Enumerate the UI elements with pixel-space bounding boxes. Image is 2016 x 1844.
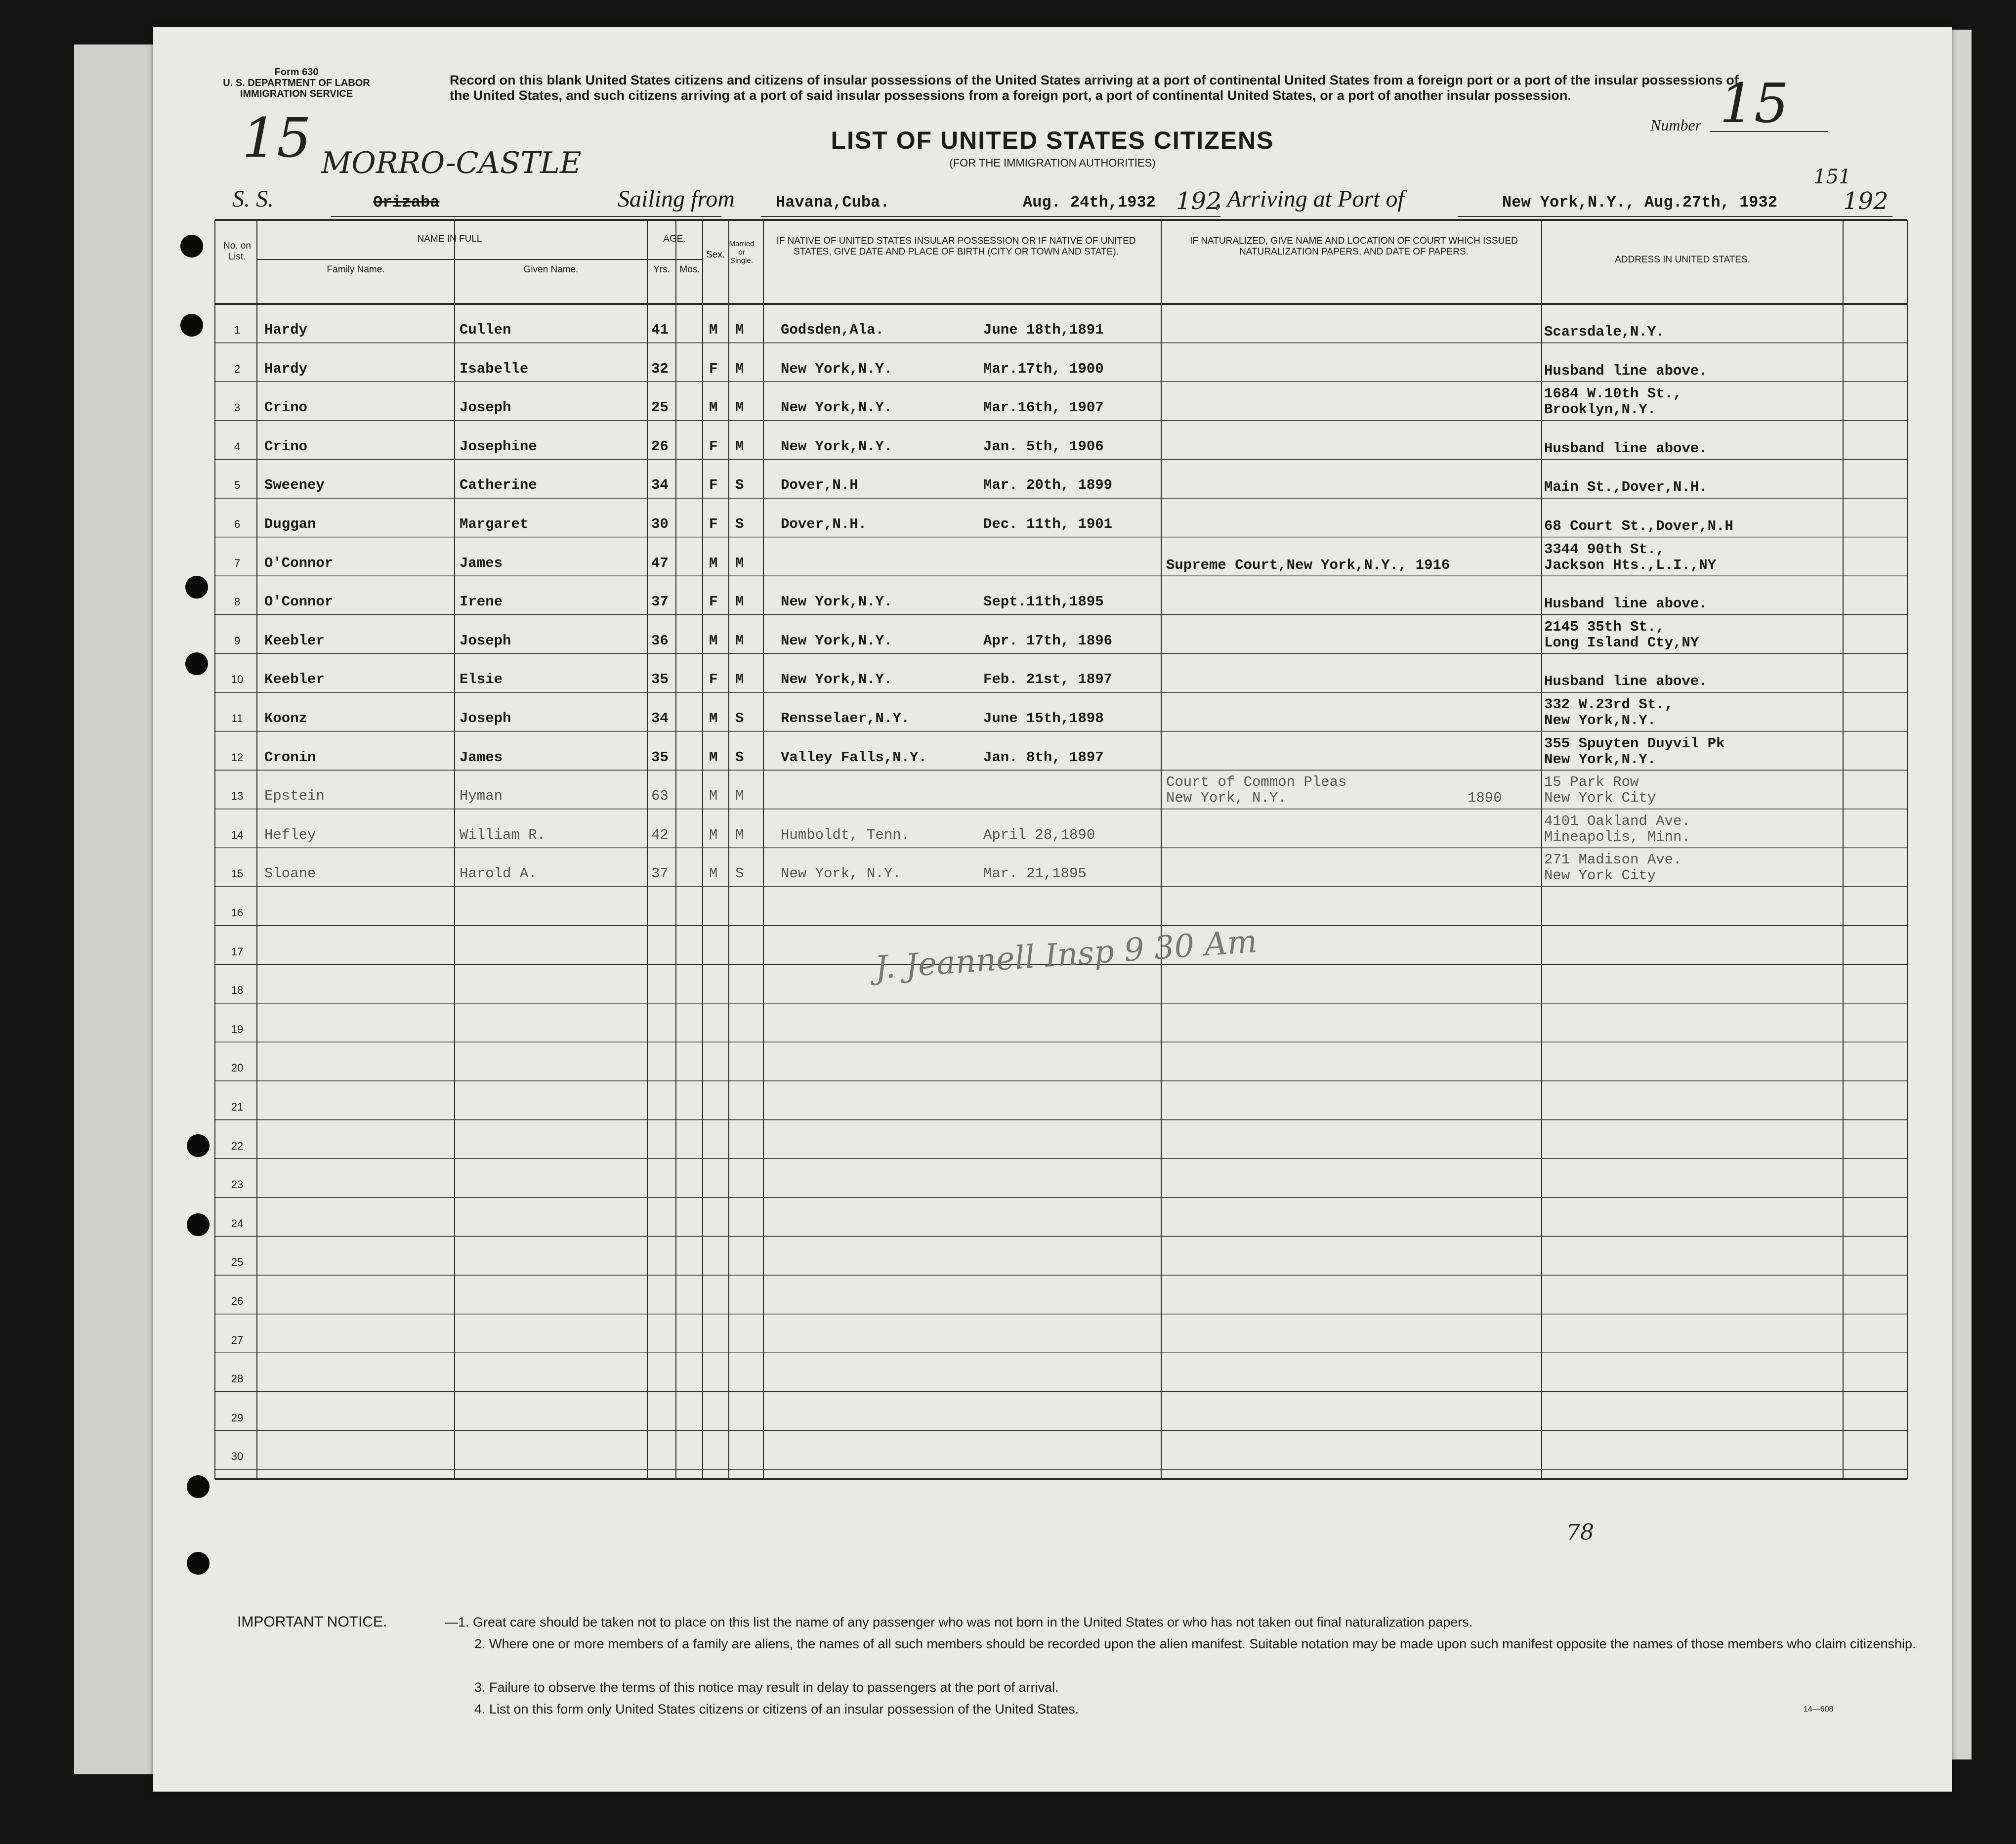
birth-date: June 18th,1891 <box>983 322 1104 338</box>
court: Court of Common Pleas <box>1166 774 1347 791</box>
birth-place: New York,N.Y. <box>781 671 893 688</box>
sex: M <box>709 710 718 727</box>
birth-date: Mar. 20th, 1899 <box>983 477 1113 494</box>
sex: F <box>709 594 718 610</box>
row-number: 25 <box>231 1256 244 1269</box>
year-suffix-2: 192 <box>1843 187 1889 215</box>
sex: F <box>709 438 718 455</box>
address-line-2: New York City <box>1544 867 1656 884</box>
birth-place: Dover,N.H. <box>781 516 867 532</box>
page-subtitle: (FOR THE IMMIGRATION AUTHORITIES) <box>949 157 1156 169</box>
family-name: Keebler <box>264 632 325 649</box>
sex: F <box>709 671 718 688</box>
row-number: 10 <box>231 673 244 686</box>
form-number: Form 630 <box>274 67 319 78</box>
given-name: William R. <box>460 826 546 843</box>
sailing-date: Aug. 24th,1932 <box>1023 193 1156 212</box>
address-line-1: 1684 W.10th St., <box>1544 386 1682 402</box>
row-number: 14 <box>231 828 244 841</box>
age-years: 30 <box>651 516 669 532</box>
marital-status: S <box>735 516 744 532</box>
birth-place: Valley Falls,N.Y. <box>781 749 927 766</box>
arriving-label: , Arriving at Port of <box>1216 186 1404 212</box>
family-name: Sloane <box>264 865 316 882</box>
notice-item: —1. Great care should be taken not to place on this list the name of any passenger who was not born in the United States or who has not taken out final naturalization papers. <box>445 1615 1473 1630</box>
age-years: 35 <box>651 671 669 688</box>
print-code: 14—608 <box>1804 1705 1834 1714</box>
department-name: U. S. DEPARTMENT OF LABOR <box>223 78 370 88</box>
address-line-2: New York,N.Y. <box>1544 712 1656 729</box>
court-year: 1890 <box>1468 790 1502 807</box>
birth-place: Humboldt, Tenn. <box>781 826 910 843</box>
address-line-2: Scarsdale,N.Y. <box>1544 324 1665 340</box>
row-number: 2 <box>234 362 241 375</box>
row-number: 1 <box>234 324 241 336</box>
given-name: Joseph <box>460 632 511 649</box>
age-years: 37 <box>651 865 669 882</box>
address-line-1: 15 Park Row <box>1544 774 1639 791</box>
row-number: 28 <box>231 1372 244 1385</box>
row-number: 4 <box>234 440 241 453</box>
age-years: 36 <box>651 632 669 649</box>
sex: M <box>709 322 718 338</box>
col-header-age: AGE. <box>663 234 686 244</box>
ss-label: S. S. <box>232 186 274 212</box>
given-name: James <box>460 555 503 571</box>
sex: M <box>709 788 718 805</box>
marital-status: M <box>735 399 744 416</box>
family-name: Keebler <box>264 671 325 688</box>
number-value: 15 <box>1720 72 1789 135</box>
col-header-native-birth: IF NATIVE OF UNITED STATES INSULAR POSSESSION OR IF NATIVE OF UNITED STATES, GIVE DATE AND PLACE OF BIRTH (CITY OR TOWN AND STATE). <box>776 236 1136 257</box>
birth-place: Rensselaer,N.Y. <box>781 710 910 727</box>
number-label: Number <box>1650 116 1702 134</box>
sailing-port: Havana,Cuba. <box>776 193 890 212</box>
col-header-name-in-full: NAME IN FULL <box>417 234 482 244</box>
address-line-1: 2145 35th St., <box>1544 618 1665 635</box>
marital-status: S <box>735 749 744 766</box>
address-line-2: Long Island Cty,NY <box>1544 634 1699 651</box>
birth-place: New York,N.Y. <box>781 594 893 610</box>
arriving-port: New York,N.Y., Aug.27th, 1932 <box>1502 193 1777 212</box>
age-years: 35 <box>651 749 669 766</box>
marital-status: M <box>735 594 744 610</box>
notice-item: 2. Where one or more members of a family are aliens, the names of all such members should be recorded upon the alien manifest. Suitable notation may be made upon such manifest opposite the names of those members who claim citizenship. <box>474 1636 1916 1651</box>
year-suffix-1: 192 <box>1176 187 1221 215</box>
col-header-naturalized: IF NATURALIZED, GIVE NAME AND LOCATION OF COURT WHICH ISSUED NATURALIZATION PAPERS, AND DATE OF PAPERS. <box>1190 236 1518 257</box>
birth-date: June 15th,1898 <box>983 710 1104 727</box>
marital-status: M <box>735 788 744 805</box>
address-line-2: Jackson Hts.,L.I.,NY <box>1544 557 1717 573</box>
col-header-married-single: Married or Single. <box>729 240 755 265</box>
notice-item: 3. Failure to observe the terms of this notice may result in delay to passengers at the port of arrival. <box>474 1680 1059 1695</box>
age-years: 32 <box>651 360 669 377</box>
birth-place: New York,N.Y. <box>781 632 893 649</box>
birth-place: Godsden,Ala. <box>781 322 884 338</box>
sex: M <box>709 749 718 766</box>
family-name: Epstein <box>264 788 325 805</box>
given-name: Margaret <box>460 516 529 532</box>
birth-date: Sept.11th,1895 <box>983 594 1104 610</box>
row-number: 6 <box>234 518 241 530</box>
marital-status: M <box>735 322 744 338</box>
row-number: 26 <box>231 1295 244 1307</box>
birth-place: New York,N.Y. <box>781 360 893 377</box>
address-line-2: 68 Court St.,Dover,N.H <box>1544 518 1733 534</box>
row-number: 23 <box>231 1178 244 1191</box>
address-line-2: Husband line above. <box>1544 440 1708 457</box>
age-years: 41 <box>651 322 669 338</box>
sex: F <box>709 516 718 532</box>
marital-status: M <box>735 360 744 377</box>
marital-status: M <box>735 555 744 571</box>
marital-status: M <box>735 438 744 455</box>
family-name: Hefley <box>264 826 316 843</box>
given-name: Isabelle <box>460 360 529 377</box>
sex: F <box>709 477 718 494</box>
birth-place: Dover,N.H <box>781 477 858 494</box>
address-line-2: Husband line above. <box>1544 673 1708 690</box>
given-name: Joseph <box>460 399 511 416</box>
given-name: Harold A. <box>460 865 537 882</box>
record-instructions: Record on this blank United States citizens and citizens of insular possessions of the United States arriving at a port of continental United States from a foreign port or a port of the insular possessions of the United States, and such citizens arriving at a port of said insular possessions from a foreign port, a port of continental United States, or a port of another insular possession. <box>450 73 1739 103</box>
notice-item: 4. List on this form only United States citizens or citizens of an insular possession of the United States. <box>474 1702 1079 1716</box>
given-name: Joseph <box>460 710 511 727</box>
row-number: 13 <box>231 790 244 803</box>
marital-status: S <box>735 865 744 882</box>
address-line-2: Brooklyn,N.Y. <box>1544 401 1656 418</box>
struck-ship-name: Orizaba <box>373 193 440 212</box>
birth-date: Mar.16th, 1907 <box>983 399 1104 416</box>
address-line-2: New York,N.Y. <box>1544 751 1656 768</box>
address-line-2: Main St.,Dover,N.H. <box>1544 479 1708 496</box>
age-years: 47 <box>651 555 669 571</box>
address-line-1: 271 Madison Ave. <box>1544 852 1682 868</box>
birth-date: April 28,1890 <box>983 826 1095 843</box>
age-years: 37 <box>651 594 669 610</box>
inspector-signature: J. Jeannell Insp 9 30 Am <box>874 923 1259 986</box>
birth-date: Jan. 8th, 1897 <box>983 749 1104 766</box>
address-line-1: 4101 Oakland Ave. <box>1544 813 1690 829</box>
family-name: Hardy <box>264 322 308 338</box>
row-number: 20 <box>231 1062 244 1074</box>
sailing-label: Sailing from <box>618 186 735 212</box>
given-name: Irene <box>460 594 503 610</box>
family-name: Hardy <box>264 360 308 377</box>
sex: M <box>709 826 718 843</box>
manifest-sheet <box>153 27 1952 1792</box>
handwritten-sheet-number: 15 <box>242 106 311 170</box>
given-name: Hyman <box>460 788 503 805</box>
birth-date: Mar. 21,1895 <box>983 865 1087 882</box>
manifest-table-grid <box>153 27 1952 1792</box>
row-number: 16 <box>231 906 244 919</box>
given-name: Cullen <box>460 322 511 338</box>
age-years: 26 <box>651 438 669 455</box>
handwritten-page-count: 151 <box>1813 166 1851 188</box>
row-number: 17 <box>231 945 244 958</box>
address-line-2: Husband line above. <box>1544 362 1708 379</box>
handwritten-ship-name: MORRO-CASTLE <box>321 146 582 180</box>
row-number: 11 <box>231 712 243 725</box>
family-name: Sweeney <box>264 477 325 494</box>
row-number: 18 <box>231 984 244 997</box>
age-years: 42 <box>651 826 669 843</box>
sex: M <box>709 399 718 416</box>
row-number: 29 <box>231 1411 244 1424</box>
page-title: LIST OF UNITED STATES CITIZENS <box>831 127 1274 154</box>
sex: F <box>709 360 718 377</box>
marital-status: S <box>735 710 744 727</box>
sex: M <box>709 555 718 571</box>
birth-place: New York,N.Y. <box>781 438 893 455</box>
birth-date: Jan. 5th, 1906 <box>983 438 1104 455</box>
row-number: 7 <box>234 557 241 569</box>
row-number: 9 <box>234 634 241 647</box>
birth-date: Feb. 21st, 1897 <box>983 671 1113 688</box>
col-header-mos: Mos. <box>679 264 700 275</box>
row-number: 15 <box>231 867 244 880</box>
address-line-1: 355 Spuyten Duyvil Pk <box>1544 735 1725 752</box>
family-name: Crino <box>264 438 308 455</box>
row-number: 8 <box>234 596 241 608</box>
row-number: 24 <box>231 1217 244 1230</box>
family-name: O'Connor <box>264 555 334 571</box>
given-name: Josephine <box>460 438 537 455</box>
row-number: 5 <box>234 479 241 492</box>
family-name: Cronin <box>264 749 316 766</box>
family-name: O'Connor <box>264 594 334 610</box>
marital-status: S <box>735 477 744 494</box>
age-years: 25 <box>651 399 669 416</box>
given-name: James <box>460 749 503 766</box>
address-line-2: New York City <box>1544 790 1656 807</box>
family-name: Koonz <box>264 710 308 727</box>
row-number: 19 <box>231 1023 244 1035</box>
col-header-no: No. on List. <box>223 241 251 262</box>
row-number: 3 <box>234 401 241 414</box>
given-name: Catherine <box>460 477 537 494</box>
age-years: 34 <box>651 477 669 494</box>
marital-status: M <box>735 632 744 649</box>
col-header-sex: Sex. <box>706 250 725 260</box>
birth-place: New York,N.Y. <box>781 399 893 416</box>
row-number: 22 <box>231 1139 244 1152</box>
col-header-address: ADDRESS IN UNITED STATES. <box>1615 255 1750 265</box>
marital-status: M <box>735 671 744 688</box>
address-line-2: Mineapolis, Minn. <box>1544 828 1690 845</box>
given-name: Elsie <box>460 671 503 688</box>
marital-status: M <box>735 826 744 843</box>
family-name: Crino <box>264 399 308 416</box>
address-line-1: 332 W.23rd St., <box>1544 696 1674 713</box>
address-line-1: 3344 90th St., <box>1544 541 1665 557</box>
court: Supreme Court,New York,N.Y., 1916 <box>1166 557 1450 573</box>
notice-heading: IMPORTANT NOTICE. <box>237 1614 387 1630</box>
row-number: 27 <box>231 1333 244 1346</box>
birth-date: Dec. 11th, 1901 <box>983 516 1113 532</box>
age-years: 34 <box>651 710 669 727</box>
col-header-family-name: Family Name. <box>327 264 385 275</box>
handwritten-bottom-number: 78 <box>1566 1520 1594 1545</box>
birth-date: Apr. 17th, 1896 <box>983 632 1113 649</box>
birth-date: Mar.17th, 1900 <box>983 360 1104 377</box>
row-number: 21 <box>231 1101 244 1113</box>
court-location: New York, N.Y. <box>1166 790 1287 807</box>
sex: M <box>709 632 718 649</box>
row-number: 12 <box>231 751 244 764</box>
col-header-given-name: Given Name. <box>523 264 579 275</box>
address-line-2: Husband line above. <box>1544 596 1708 612</box>
col-header-yrs: Yrs. <box>653 264 670 275</box>
sex: M <box>709 865 718 882</box>
service-name: IMMIGRATION SERVICE <box>240 88 353 99</box>
age-years: 63 <box>651 788 669 805</box>
birth-place: New York, N.Y. <box>781 865 901 882</box>
family-name: Duggan <box>264 516 316 532</box>
row-number: 30 <box>231 1450 244 1463</box>
